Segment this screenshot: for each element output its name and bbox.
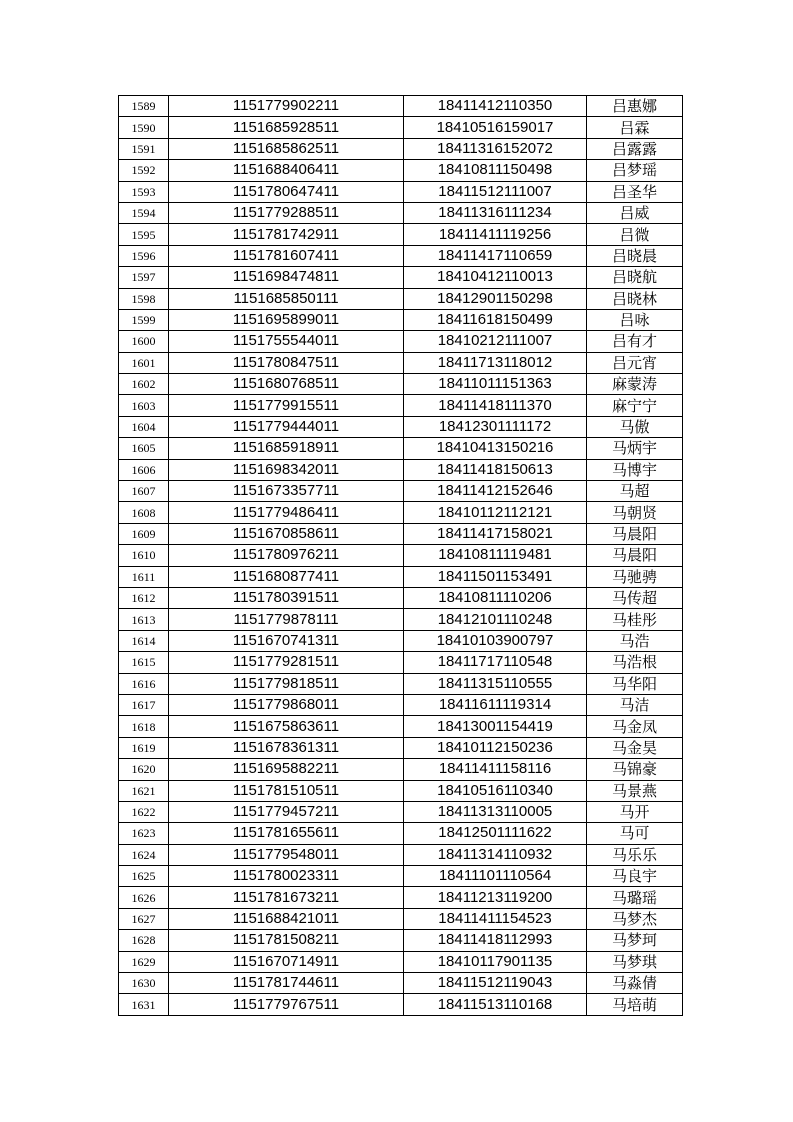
code-b-cell: 18412501111622 xyxy=(404,823,587,844)
row-number-cell: 1615 xyxy=(119,652,169,673)
row-number-cell: 1612 xyxy=(119,587,169,608)
table-row xyxy=(119,138,683,159)
table-row xyxy=(119,973,683,994)
code-a-cell: 1151779486411 xyxy=(169,502,404,523)
row-number-cell: 1629 xyxy=(119,951,169,972)
table-row xyxy=(119,716,683,737)
code-a-cell: 1151779281511 xyxy=(169,652,404,673)
code-a-cell: 1151685850111 xyxy=(169,288,404,309)
code-a-cell: 1151780976211 xyxy=(169,545,404,566)
code-b-cell: 18410811110206 xyxy=(404,587,587,608)
row-number-cell: 1609 xyxy=(119,523,169,544)
code-b-cell: 18410811150498 xyxy=(404,160,587,181)
roster-table xyxy=(118,95,683,1016)
person-name-cell: 马璐瑶 xyxy=(587,887,683,908)
code-a-cell: 1151678361311 xyxy=(169,737,404,758)
person-name-cell: 马浩根 xyxy=(587,652,683,673)
code-a-cell: 1151673357711 xyxy=(169,481,404,502)
code-a-cell: 1151780023311 xyxy=(169,866,404,887)
code-b-cell: 18411713118012 xyxy=(404,352,587,373)
row-number-cell: 1631 xyxy=(119,994,169,1015)
person-name-cell: 吕圣华 xyxy=(587,181,683,202)
code-a-cell: 1151685928511 xyxy=(169,117,404,138)
code-a-cell: 1151688421011 xyxy=(169,908,404,929)
row-number-cell: 1590 xyxy=(119,117,169,138)
person-name-cell: 马锦豪 xyxy=(587,759,683,780)
code-a-cell: 1151688406411 xyxy=(169,160,404,181)
code-a-cell: 1151670741311 xyxy=(169,630,404,651)
person-name-cell: 马傲 xyxy=(587,416,683,437)
code-b-cell: 18411418112993 xyxy=(404,930,587,951)
row-number-cell: 1596 xyxy=(119,245,169,266)
row-number-cell: 1619 xyxy=(119,737,169,758)
person-name-cell: 吕露露 xyxy=(587,138,683,159)
code-a-cell: 1151781673211 xyxy=(169,887,404,908)
table-row xyxy=(119,202,683,223)
code-a-cell: 1151781655611 xyxy=(169,823,404,844)
person-name-cell: 吕咏 xyxy=(587,309,683,330)
table-row xyxy=(119,587,683,608)
table-row xyxy=(119,374,683,395)
table-row xyxy=(119,309,683,330)
table-row xyxy=(119,160,683,181)
row-number-cell: 1611 xyxy=(119,566,169,587)
table-row xyxy=(119,951,683,972)
table-row xyxy=(119,780,683,801)
row-number-cell: 1610 xyxy=(119,545,169,566)
table-row xyxy=(119,866,683,887)
code-b-cell: 18411512111007 xyxy=(404,181,587,202)
person-name-cell: 麻宁宁 xyxy=(587,395,683,416)
table-row xyxy=(119,502,683,523)
code-a-cell: 1151779902211 xyxy=(169,96,404,117)
row-number-cell: 1603 xyxy=(119,395,169,416)
code-a-cell: 1151779767511 xyxy=(169,994,404,1015)
code-b-cell: 18410516159017 xyxy=(404,117,587,138)
code-b-cell: 18411417158021 xyxy=(404,523,587,544)
person-name-cell: 马淼倩 xyxy=(587,973,683,994)
code-b-cell: 18410112150236 xyxy=(404,737,587,758)
person-name-cell: 吕梦瑶 xyxy=(587,160,683,181)
table-row xyxy=(119,395,683,416)
person-name-cell: 马梦珂 xyxy=(587,930,683,951)
person-name-cell: 马培萌 xyxy=(587,994,683,1015)
code-a-cell: 1151685862511 xyxy=(169,138,404,159)
table-row xyxy=(119,245,683,266)
code-b-cell: 18412101110248 xyxy=(404,609,587,630)
code-b-cell: 18411418111370 xyxy=(404,395,587,416)
code-a-cell: 1151779868011 xyxy=(169,694,404,715)
person-name-cell: 马梦杰 xyxy=(587,908,683,929)
person-name-cell: 马炳宇 xyxy=(587,438,683,459)
person-name-cell: 吕晓晨 xyxy=(587,245,683,266)
code-a-cell: 1151698474811 xyxy=(169,267,404,288)
code-b-cell: 18411213119200 xyxy=(404,887,587,908)
row-number-cell: 1605 xyxy=(119,438,169,459)
code-a-cell: 1151781607411 xyxy=(169,245,404,266)
person-name-cell: 马华阳 xyxy=(587,673,683,694)
person-name-cell: 马梦琪 xyxy=(587,951,683,972)
code-a-cell: 1151779457211 xyxy=(169,801,404,822)
person-name-cell: 麻蒙涛 xyxy=(587,374,683,395)
person-name-cell: 马传超 xyxy=(587,587,683,608)
code-b-cell: 18411315110555 xyxy=(404,673,587,694)
row-number-cell: 1614 xyxy=(119,630,169,651)
code-b-cell: 18411717110548 xyxy=(404,652,587,673)
code-b-cell: 18410112112121 xyxy=(404,502,587,523)
table-row xyxy=(119,844,683,865)
code-b-cell: 18411316152072 xyxy=(404,138,587,159)
person-name-cell: 马乐乐 xyxy=(587,844,683,865)
table-row xyxy=(119,630,683,651)
table-row xyxy=(119,545,683,566)
code-a-cell: 1151695882211 xyxy=(169,759,404,780)
code-a-cell: 1151781744611 xyxy=(169,973,404,994)
person-name-cell: 吕晓航 xyxy=(587,267,683,288)
person-name-cell: 吕威 xyxy=(587,202,683,223)
table-row xyxy=(119,759,683,780)
person-name-cell: 马浩 xyxy=(587,630,683,651)
row-number-cell: 1623 xyxy=(119,823,169,844)
person-name-cell: 马开 xyxy=(587,801,683,822)
code-b-cell: 18411313110005 xyxy=(404,801,587,822)
code-b-cell: 18410516110340 xyxy=(404,780,587,801)
table-row xyxy=(119,96,683,117)
table-row xyxy=(119,481,683,502)
row-number-cell: 1618 xyxy=(119,716,169,737)
code-b-cell: 18411411119256 xyxy=(404,224,587,245)
person-name-cell: 吕元宵 xyxy=(587,352,683,373)
code-a-cell: 1151781510511 xyxy=(169,780,404,801)
code-b-cell: 18411412110350 xyxy=(404,96,587,117)
person-name-cell: 马驰骋 xyxy=(587,566,683,587)
table-row xyxy=(119,994,683,1015)
code-a-cell: 1151680877411 xyxy=(169,566,404,587)
table-row xyxy=(119,416,683,437)
code-b-cell: 18410212111007 xyxy=(404,331,587,352)
table-row xyxy=(119,438,683,459)
code-b-cell: 18410103900797 xyxy=(404,630,587,651)
person-name-cell: 马超 xyxy=(587,481,683,502)
code-b-cell: 18411501153491 xyxy=(404,566,587,587)
row-number-cell: 1594 xyxy=(119,202,169,223)
table-row xyxy=(119,694,683,715)
code-a-cell: 1151698342011 xyxy=(169,459,404,480)
table-row xyxy=(119,181,683,202)
person-name-cell: 吕有才 xyxy=(587,331,683,352)
table-row xyxy=(119,737,683,758)
code-a-cell: 1151670714911 xyxy=(169,951,404,972)
code-a-cell: 1151780647411 xyxy=(169,181,404,202)
person-name-cell: 马金凤 xyxy=(587,716,683,737)
code-b-cell: 18411417110659 xyxy=(404,245,587,266)
table-row xyxy=(119,566,683,587)
code-a-cell: 1151779915511 xyxy=(169,395,404,416)
code-b-cell: 18411314110932 xyxy=(404,844,587,865)
code-b-cell: 18411411158116 xyxy=(404,759,587,780)
code-a-cell: 1151695899011 xyxy=(169,309,404,330)
code-a-cell: 1151685918911 xyxy=(169,438,404,459)
table-row xyxy=(119,908,683,929)
table-row xyxy=(119,331,683,352)
code-a-cell: 1151779444011 xyxy=(169,416,404,437)
table-row xyxy=(119,801,683,822)
code-a-cell: 1151779818511 xyxy=(169,673,404,694)
row-number-cell: 1602 xyxy=(119,374,169,395)
person-name-cell: 马博宇 xyxy=(587,459,683,480)
code-a-cell: 1151755544011 xyxy=(169,331,404,352)
person-name-cell: 马朝贤 xyxy=(587,502,683,523)
row-number-cell: 1599 xyxy=(119,309,169,330)
code-a-cell: 1151781508211 xyxy=(169,930,404,951)
row-number-cell: 1597 xyxy=(119,267,169,288)
row-number-cell: 1613 xyxy=(119,609,169,630)
table-row xyxy=(119,609,683,630)
row-number-cell: 1593 xyxy=(119,181,169,202)
table-row xyxy=(119,267,683,288)
person-name-cell: 吕惠娜 xyxy=(587,96,683,117)
code-b-cell: 18411611119314 xyxy=(404,694,587,715)
row-number-cell: 1601 xyxy=(119,352,169,373)
table-row xyxy=(119,673,683,694)
row-number-cell: 1622 xyxy=(119,801,169,822)
person-name-cell: 马良宇 xyxy=(587,866,683,887)
row-number-cell: 1600 xyxy=(119,331,169,352)
person-name-cell: 马晨阳 xyxy=(587,545,683,566)
row-number-cell: 1592 xyxy=(119,160,169,181)
code-b-cell: 18412901150298 xyxy=(404,288,587,309)
row-number-cell: 1607 xyxy=(119,481,169,502)
table-row xyxy=(119,887,683,908)
row-number-cell: 1598 xyxy=(119,288,169,309)
code-a-cell: 1151680768511 xyxy=(169,374,404,395)
row-number-cell: 1627 xyxy=(119,908,169,929)
row-number-cell: 1617 xyxy=(119,694,169,715)
row-number-cell: 1628 xyxy=(119,930,169,951)
code-b-cell: 18411513110168 xyxy=(404,994,587,1015)
table-row xyxy=(119,224,683,245)
table-row xyxy=(119,652,683,673)
code-b-cell: 18412301111172 xyxy=(404,416,587,437)
code-a-cell: 1151779548011 xyxy=(169,844,404,865)
code-a-cell: 1151779878111 xyxy=(169,609,404,630)
row-number-cell: 1626 xyxy=(119,887,169,908)
person-name-cell: 马可 xyxy=(587,823,683,844)
row-number-cell: 1624 xyxy=(119,844,169,865)
row-number-cell: 1591 xyxy=(119,138,169,159)
row-number-cell: 1595 xyxy=(119,224,169,245)
table-row xyxy=(119,459,683,480)
code-b-cell: 18411411154523 xyxy=(404,908,587,929)
table-row xyxy=(119,352,683,373)
person-name-cell: 马金昊 xyxy=(587,737,683,758)
row-number-cell: 1606 xyxy=(119,459,169,480)
person-name-cell: 吕晓林 xyxy=(587,288,683,309)
person-name-cell: 吕霖 xyxy=(587,117,683,138)
person-name-cell: 马洁 xyxy=(587,694,683,715)
table-row xyxy=(119,930,683,951)
table-row xyxy=(119,823,683,844)
table-row xyxy=(119,288,683,309)
code-a-cell: 1151670858611 xyxy=(169,523,404,544)
person-name-cell: 马桂彤 xyxy=(587,609,683,630)
code-b-cell: 18410811119481 xyxy=(404,545,587,566)
person-name-cell: 马景燕 xyxy=(587,780,683,801)
code-b-cell: 18410413150216 xyxy=(404,438,587,459)
row-number-cell: 1620 xyxy=(119,759,169,780)
row-number-cell: 1621 xyxy=(119,780,169,801)
row-number-cell: 1604 xyxy=(119,416,169,437)
row-number-cell: 1625 xyxy=(119,866,169,887)
table-row xyxy=(119,117,683,138)
code-b-cell: 18410117901135 xyxy=(404,951,587,972)
code-a-cell: 1151781742911 xyxy=(169,224,404,245)
row-number-cell: 1608 xyxy=(119,502,169,523)
code-a-cell: 1151780847511 xyxy=(169,352,404,373)
table-row xyxy=(119,523,683,544)
row-number-cell: 1630 xyxy=(119,973,169,994)
code-b-cell: 18410412110013 xyxy=(404,267,587,288)
person-name-cell: 马晨阳 xyxy=(587,523,683,544)
row-number-cell: 1589 xyxy=(119,96,169,117)
code-b-cell: 18413001154419 xyxy=(404,716,587,737)
code-b-cell: 18411316111234 xyxy=(404,202,587,223)
code-b-cell: 18411011151363 xyxy=(404,374,587,395)
code-a-cell: 1151780391511 xyxy=(169,587,404,608)
code-b-cell: 18411618150499 xyxy=(404,309,587,330)
code-b-cell: 18411412152646 xyxy=(404,481,587,502)
code-b-cell: 18411101110564 xyxy=(404,866,587,887)
code-b-cell: 18411512119043 xyxy=(404,973,587,994)
code-a-cell: 1151675863611 xyxy=(169,716,404,737)
row-number-cell: 1616 xyxy=(119,673,169,694)
roster-table-body xyxy=(119,96,683,1016)
code-a-cell: 1151779288511 xyxy=(169,202,404,223)
person-name-cell: 吕微 xyxy=(587,224,683,245)
code-b-cell: 18411418150613 xyxy=(404,459,587,480)
